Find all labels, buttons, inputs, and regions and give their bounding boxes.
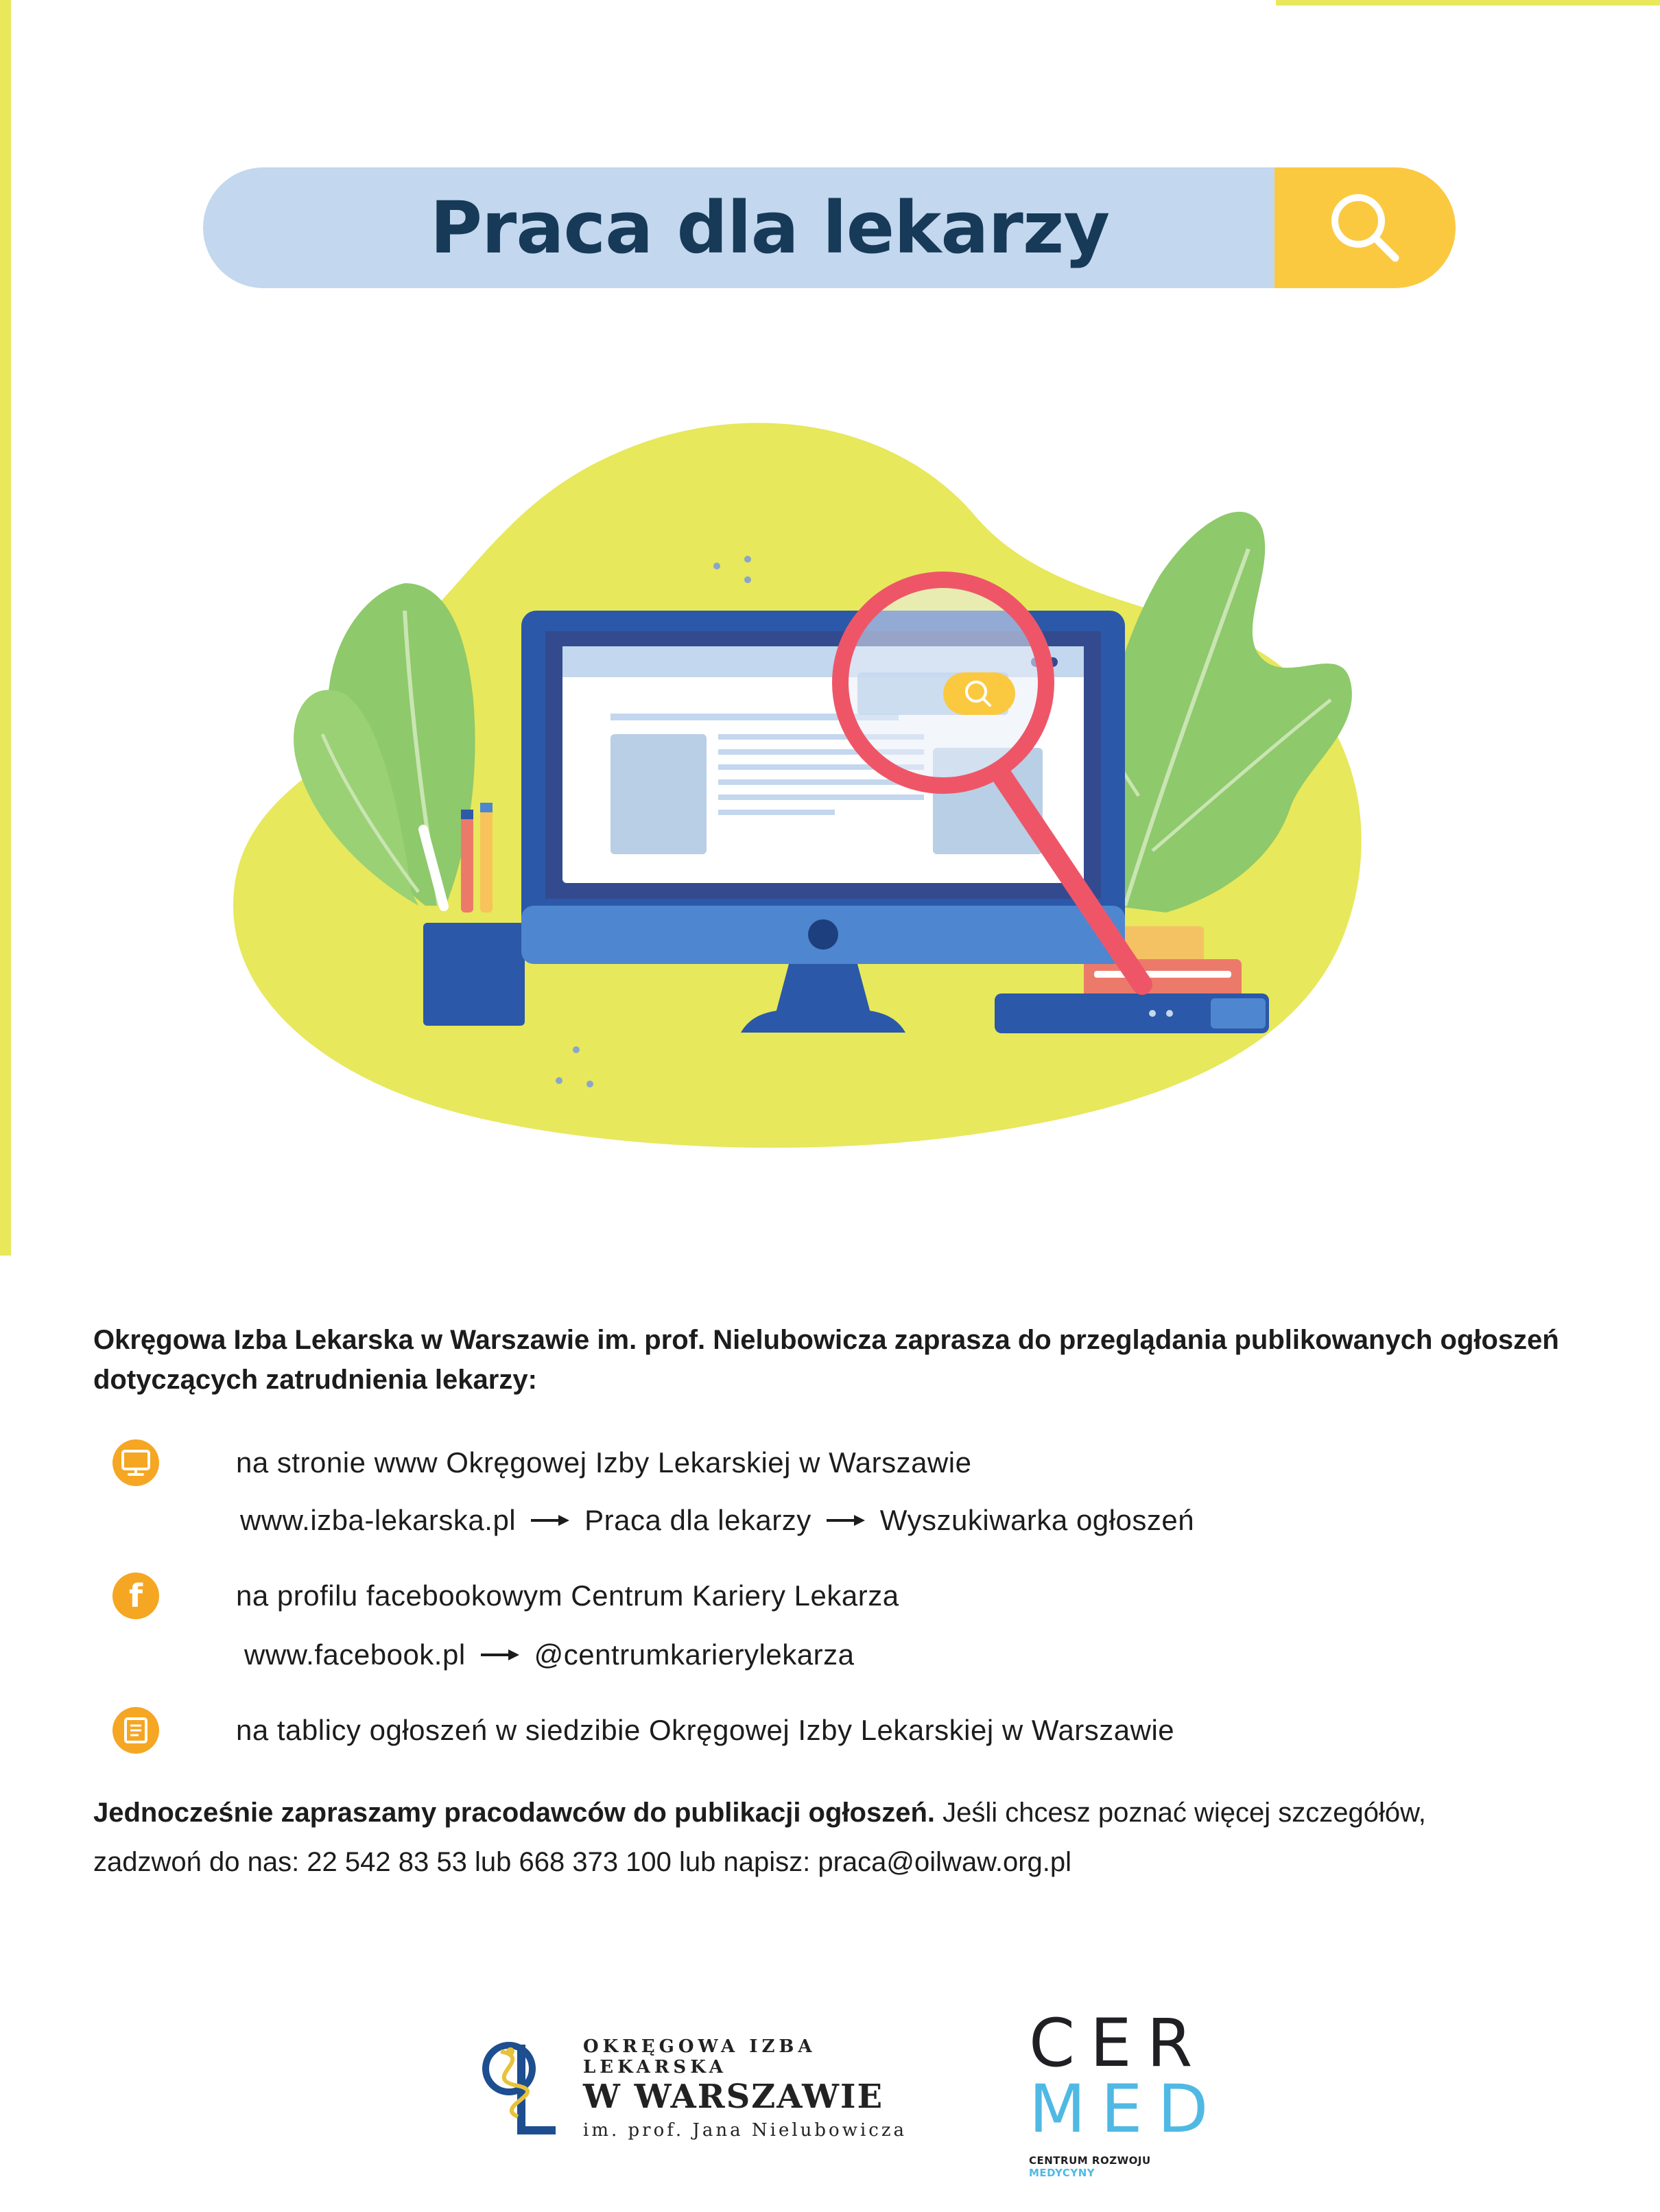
facebook-handle: @centrumkarierylekarza bbox=[534, 1638, 855, 1671]
monitor-icon bbox=[112, 1439, 159, 1486]
notice-board-icon bbox=[112, 1707, 159, 1754]
list-item-website bbox=[112, 1439, 971, 1486]
page-title: Praca dla lekarzy bbox=[429, 186, 1110, 270]
list-item-text: na tablicy ogłoszeń w siedzibie Okręgowej Izby Lekarskiej w Warszawie bbox=[236, 1714, 1175, 1746]
facebook-icon: f bbox=[112, 1573, 159, 1619]
top-accent-bar bbox=[1276, 0, 1660, 5]
arrow-right-icon bbox=[531, 1514, 569, 1527]
oil-line1: OKRĘGOWA IZBA LEKARSKA bbox=[583, 2036, 816, 2078]
oil-line2: W WARSZAWIE bbox=[583, 2078, 884, 2116]
title-search-bar bbox=[203, 167, 1456, 288]
left-accent-bar bbox=[0, 0, 11, 1256]
facebook-url: www.facebook.pl bbox=[244, 1638, 466, 1671]
arrow-right-icon bbox=[827, 1514, 865, 1527]
oil-line3: im. prof. Jana Nielubowicza bbox=[583, 2120, 908, 2141]
search-icon bbox=[1324, 187, 1406, 269]
website-url: www.izba-lekarska.pl bbox=[240, 1504, 517, 1536]
search-button bbox=[1274, 167, 1456, 288]
oil-logo bbox=[480, 2031, 919, 2141]
footer-paragraph-line2: zadzwoń do nas: 22 542 83 53 lub 668 373 100 lub napisz: praca@oilwaw.org.pl bbox=[93, 1847, 1072, 1877]
cermed-subtitle: CENTRUM ROZWOJU MEDYCYNY bbox=[1029, 2154, 1151, 2179]
arrow-right-icon bbox=[481, 1648, 519, 1662]
list-item-notice-board bbox=[112, 1707, 1174, 1754]
footer-paragraph-line1 bbox=[93, 1792, 1602, 1833]
list-item-facebook bbox=[112, 1573, 899, 1619]
footer-rest: Jeśli chcesz poznać więcej szczegółów, bbox=[935, 1798, 1426, 1828]
website-subsection: Wyszukiwarka ogłoszeń bbox=[879, 1504, 1195, 1536]
list-item-text: na profilu facebookowym Centrum Kariery Lekarza bbox=[236, 1579, 899, 1612]
oil-emblem-icon bbox=[480, 2031, 562, 2141]
website-path bbox=[240, 1504, 1194, 1537]
search-field bbox=[203, 167, 1274, 288]
intro-paragraph: Okręgowa Izba Lekarska w Warszawie im. prof. Nielubowicza zaprasza do przeglądania publikowanych ogłoszeń dotyczących zatrudnienia lekarzy: bbox=[93, 1325, 1559, 1395]
facebook-path bbox=[244, 1638, 854, 1671]
footer-bold: Jednocześnie zapraszamy pracodawców do publikacji ogłoszeń. bbox=[93, 1798, 936, 1828]
website-section: Praca dla lekarzy bbox=[584, 1504, 811, 1536]
cermed-bottom: MED bbox=[1029, 2071, 1224, 2148]
list-item-text: na stronie www Okręgowej Izby Lekarskiej w Warszawie bbox=[236, 1446, 972, 1479]
cermed-top: CER bbox=[1029, 2005, 1208, 2082]
cermed-logo bbox=[1029, 2005, 1224, 2179]
computer-search-illustration bbox=[220, 412, 1399, 1187]
